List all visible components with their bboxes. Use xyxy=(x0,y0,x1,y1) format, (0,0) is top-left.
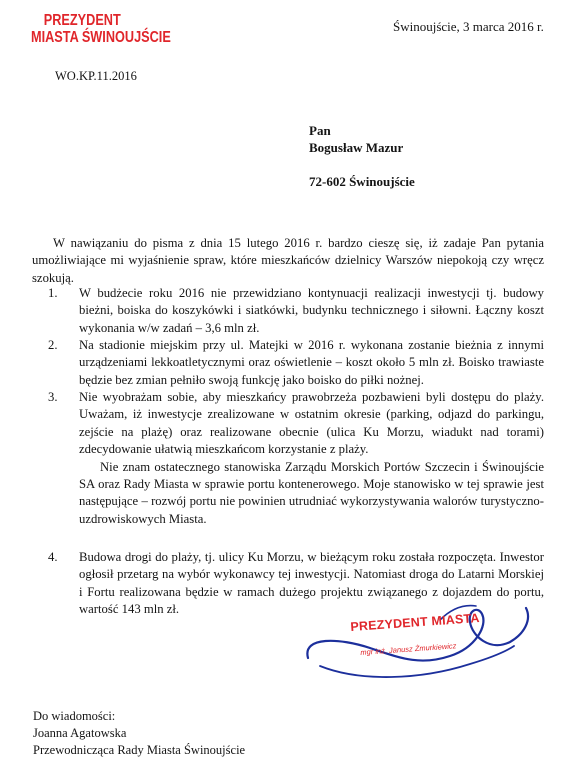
cc-label: Do wiadomości: xyxy=(33,709,116,723)
issuer-title-line2: MIASTA ŚWINOUJŚCIE xyxy=(31,29,171,46)
intro-paragraph: W nawiązaniu do pisma z dnia 15 lutego 2016 r. bardzo cieszę się, iż zadaje Pan pytania umożliwiające mi wyjaśnienie spraw, które mieszkańców dzielnicy Warszów niepokoją czy wręcz szokują. xyxy=(32,236,544,285)
list-item-text: W budżecie roku 2016 nie przewidziano kontynuacji realizacji inwestycji tj. budowy bieżni, boiska do koszykówki i siatkówki, budynku technicznego i siłowni. Łączny koszt wykonania w/w zadań – 3,6 mln zł. xyxy=(79,286,544,335)
list-item-number: 2. xyxy=(48,338,58,352)
issuer-header xyxy=(31,12,171,46)
points-list xyxy=(32,285,544,619)
signatory-name: mgr inż. Janusz Żmurkiewicz xyxy=(360,641,457,657)
list-item-text: Na stadionie miejskim przy ul. Matejki w 2016 r. wykonana zostanie bieżnia z innymi urządzeniami lekkoatletycznymi oraz oświetlenie – koszt około 5 mln zł. Boisko trawiaste będzie bez zmian pełniło swoją funkcję jako boisko do piłki nożnej. xyxy=(79,338,544,387)
list-item xyxy=(32,337,544,389)
recipient-name: Bogusław Mazur xyxy=(309,140,404,155)
recipient-salutation: Pan xyxy=(309,123,331,138)
official-stamp: PREZYDENT MIASTA xyxy=(350,610,481,634)
cc-role: Przewodnicząca Rady Miasta Świnoujście xyxy=(33,743,246,757)
handwritten-signature xyxy=(300,596,540,686)
list-item-number: 3. xyxy=(48,390,58,404)
list-item-number: 4. xyxy=(48,550,58,564)
list-item-number: 1. xyxy=(48,286,58,300)
recipient-address: 72-602 Świnoujście xyxy=(309,174,415,189)
list-item xyxy=(32,389,544,549)
list-item-text: Budowa drogi do plaży, tj. ulicy Ku Morzu, w bieżącym roku została rozpoczęta. Inwestor ogłosił przetarg na wybór wykonawcy tej inwestycji. Natomiast droga do Latarni Morskiej i Fortu realizowana będzie w ramach dużego projektu związanego z dojazdem do portu, wartość 143 mln zł. xyxy=(79,550,544,617)
list-item-text-continued: Nie znam ostatecznego stanowiska Zarządu Morskich Portów Szczecin i Świnoujście SA oraz Rady Miasta w sprawie portu kontenerowego. Moje stanowisko w tej sprawie jest następujące – rozwój portu nie powinien utrudniać wykorzystywania walorów turystyczno-uzdrowiskowych Miasta. xyxy=(79,459,544,526)
reference-number: WO.KP.11.2016 xyxy=(55,69,137,83)
list-item-text: Nie wyobrażam sobie, aby mieszkańcy prawobrzeża pozbawieni byli dostępu do plaży. Uważam, iż inwestycje zrealizowane w ostatnim okresie (parking, odjazd do parkingu, zejście na plażę) oraz realizowane obecnie (ulica Ku Morzu, wiadukt nad torami) zdecydowanie ułatwią mieszkańcom korzystanie z plaży. xyxy=(79,390,544,457)
cc-name: Joanna Agatowska xyxy=(33,726,127,740)
letter-date: Świnoujście, 3 marca 2016 r. xyxy=(393,19,544,34)
issuer-title-line1: PREZYDENT xyxy=(43,12,121,29)
list-item xyxy=(32,285,544,337)
